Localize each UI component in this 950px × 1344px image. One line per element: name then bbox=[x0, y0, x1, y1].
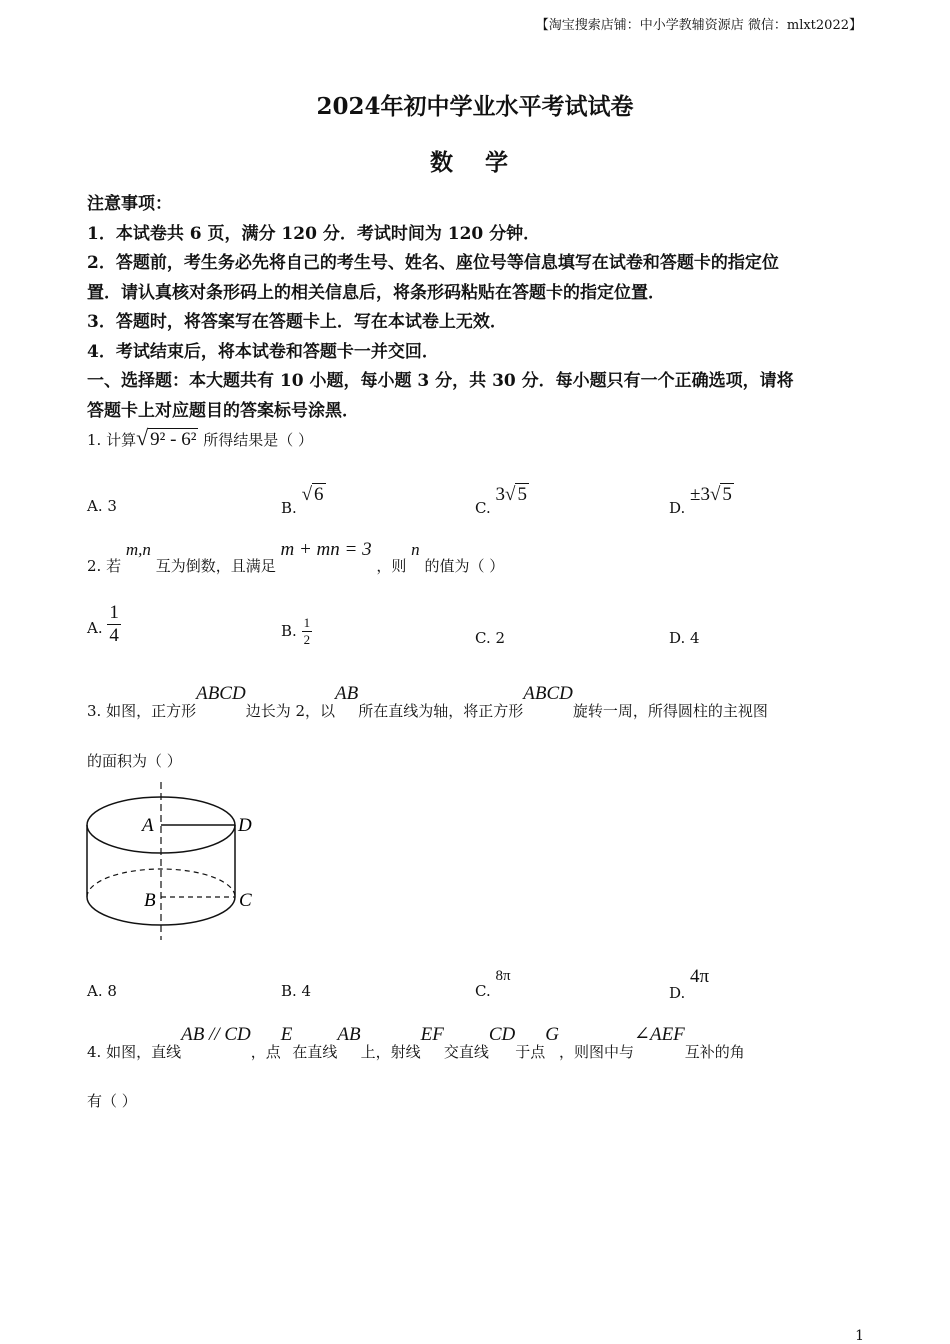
question-2: 2. 若 m,n 互为倒数，且满足 m + mn = 3 ，则 n 的值为（ ） bbox=[87, 539, 505, 575]
exam-title: 2024年初中学业水平考试试卷 bbox=[316, 93, 634, 120]
label-D: D bbox=[238, 815, 252, 836]
q1-b-value: 6 bbox=[314, 484, 324, 505]
q1-option-a[interactable]: A. 3 bbox=[87, 497, 117, 515]
page-number: 1 bbox=[855, 1328, 864, 1344]
q1-radicand: 9² - 6² bbox=[150, 429, 197, 450]
q1-option-d[interactable]: D. ±3√ 5 bbox=[669, 484, 732, 517]
q4-line2: 有（ ） bbox=[87, 1092, 137, 1110]
question-3: 3. 如图，正方形ABCD边长为 2，以AB所在直线为轴，将正方形ABCD旋转一周，所得圆柱的主视图 bbox=[87, 683, 768, 720]
q1-sqrt: √ 9² - 6² bbox=[136, 425, 197, 450]
q2-var-n: n bbox=[411, 540, 420, 559]
shop-header: 【淘宝搜索店铺：中小学教辅资源店 微信：mlxt2022】 bbox=[535, 18, 862, 33]
q1-option-b[interactable]: B. √ 6 bbox=[281, 484, 324, 517]
notice-heading: 注意事项： bbox=[87, 194, 172, 214]
q1-prefix: 1. 计算 bbox=[87, 431, 137, 449]
q4-angle: ∠AEF bbox=[634, 1024, 685, 1045]
cylinder-figure bbox=[82, 780, 272, 942]
section1-instruction: 一、选择题：本大题共有 10 小题，每小题 3 分，共 30 分．每小题只有一个正确选项，请将 bbox=[87, 371, 794, 391]
q4-parallel: AB // CD bbox=[181, 1024, 251, 1045]
notice-item: 4．考试结束后，将本试卷和答题卡一并交回． bbox=[87, 341, 439, 362]
q1-suffix: 所得结果是（ ） bbox=[203, 431, 313, 449]
question-1 bbox=[87, 425, 313, 450]
notice-item: 1．本试卷共 6 页，满分 120 分．考试时间为 120 分钟． bbox=[87, 223, 541, 244]
q3-option-d[interactable]: D. 4π bbox=[669, 966, 710, 1002]
q3-option-b[interactable]: B. 4 bbox=[281, 982, 312, 1000]
q1-option-c[interactable]: C. 3√ 5 bbox=[475, 484, 527, 517]
q3-line2: 的面积为（ ） bbox=[87, 752, 182, 770]
notice-item: 3．答题时，将答案写在答题卡上．写在本试卷上无效． bbox=[87, 312, 507, 332]
label-B: B bbox=[144, 890, 156, 911]
q3-option-a[interactable]: A. 8 bbox=[87, 982, 117, 1000]
q2-vars: m,n bbox=[125, 540, 151, 559]
q3-option-c[interactable]: C. 8π bbox=[475, 968, 511, 1000]
notice-block bbox=[87, 190, 863, 426]
label-A: A bbox=[142, 815, 154, 836]
q2-option-d[interactable]: D. 4 bbox=[669, 629, 700, 647]
section1-instruction: 答题卡上对应题目的答案标号涂黑． bbox=[87, 400, 359, 421]
q2-option-c[interactable]: C. 2 bbox=[475, 629, 506, 647]
exam-subject: 数 学 bbox=[429, 149, 520, 176]
notice-item: 置．请认真核对条形码上的相关信息后，将条形码粘贴在答题卡的指定位置． bbox=[87, 282, 665, 303]
q2-equation: m + mn = 3 bbox=[280, 539, 372, 560]
label-C: C bbox=[239, 890, 252, 911]
q2-option-a[interactable]: A. $\frac{1}{4}$ bbox=[87, 602, 119, 646]
question-4: 4. 如图，直线AB // CD，点E在直线AB上，射线EF交直线CD于点G，则图中与∠AEF互补的角 bbox=[87, 1024, 745, 1061]
q2-option-b[interactable]: B. $\frac{1}{2}$ bbox=[281, 615, 311, 647]
notice-item: 2．答题前，考生务必先将自己的考生号、姓名、座位号等信息填写在试卷和答题卡的指定位 bbox=[87, 253, 779, 273]
